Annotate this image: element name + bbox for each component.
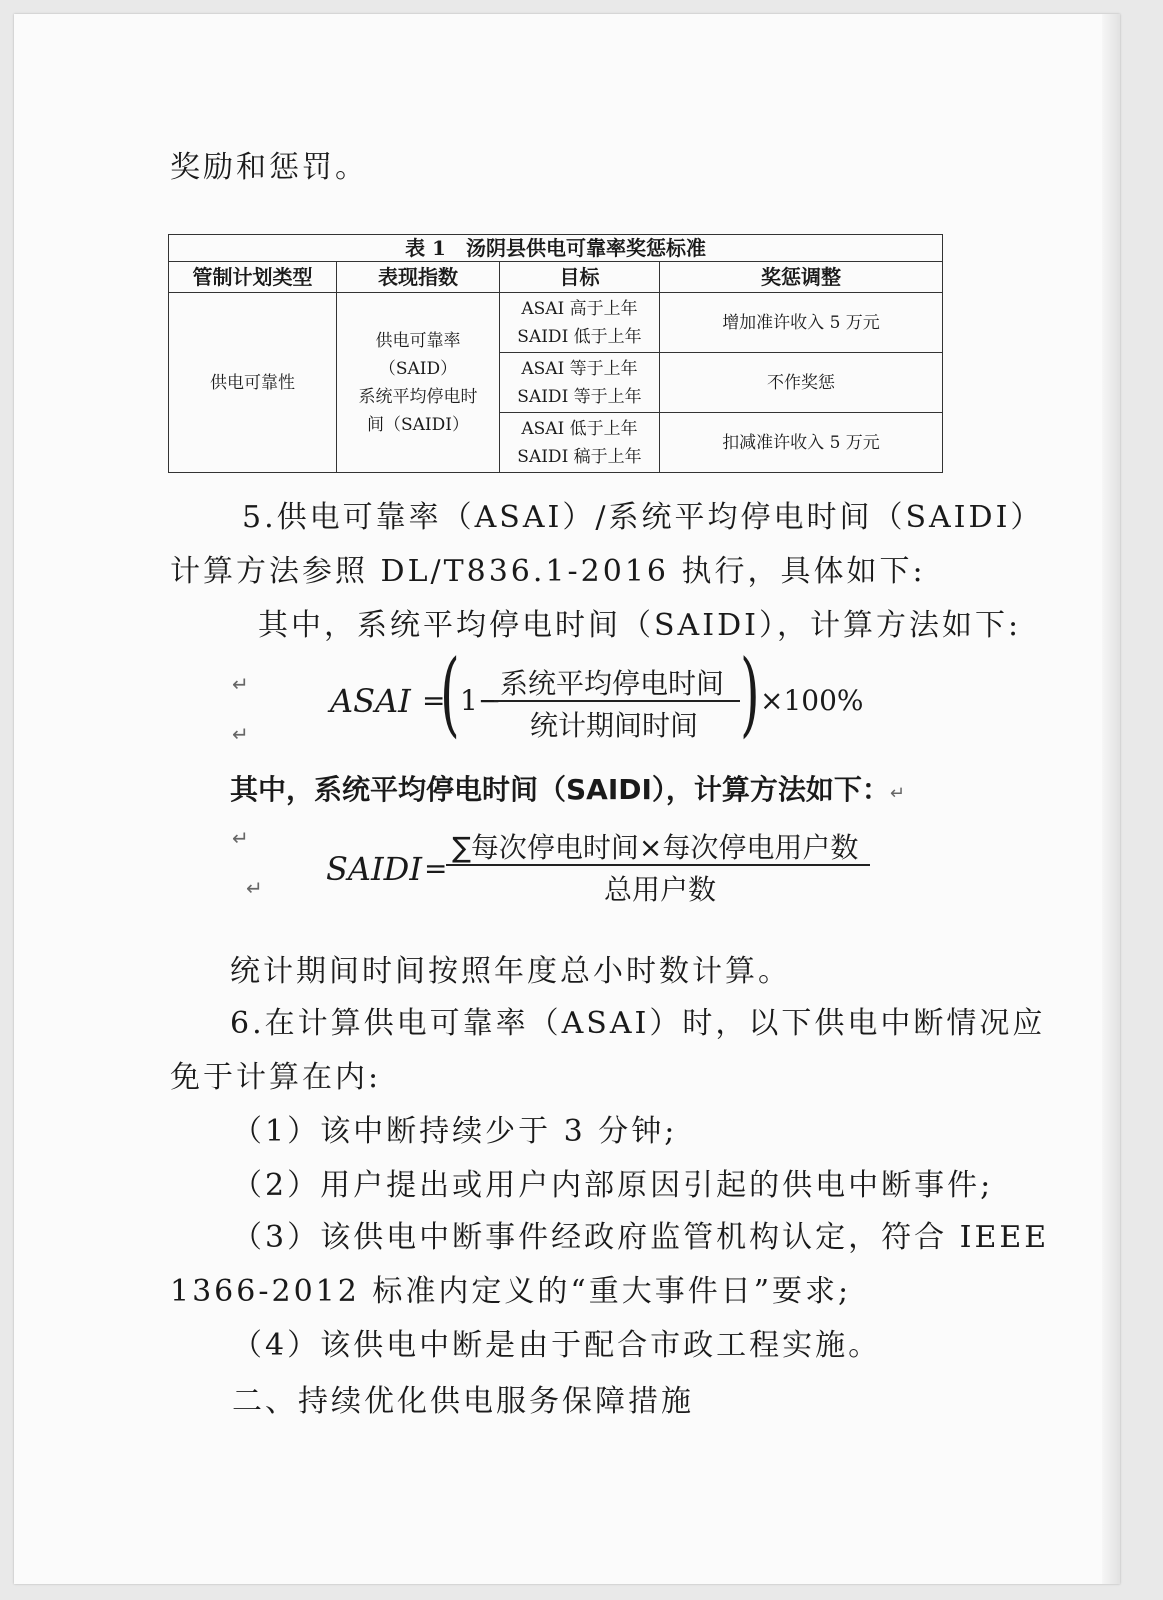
index-line: 供电可靠率 — [375, 330, 461, 351]
formula-asai-times: ×100% — [760, 684, 864, 717]
reward-table — [168, 234, 942, 473]
paragraph-6-line1: 6.在计算供电可靠率（ASAI）时，以下供电中断情况应 — [230, 1006, 1046, 1041]
target-line: SAIDI 低于上年 — [517, 326, 642, 347]
list-item-3-line2: 1366-2012 标准内定义的“重大事件日”要求; — [170, 1274, 852, 1309]
left-paren-icon: ( — [440, 640, 460, 747]
right-paren-icon: ) — [740, 640, 760, 747]
table-cell-adjust: 扣减准许收入 5 万元 — [660, 413, 943, 473]
formula-asai-eq: = — [422, 684, 446, 717]
formula-saidi-lhs: SAIDI — [326, 850, 422, 888]
return-mark-icon: ↵ — [889, 783, 906, 804]
table-header-target: 目标 — [500, 262, 660, 293]
return-mark-icon: ↵ — [232, 672, 249, 696]
section-heading-2: 二、持续优化供电服务保障措施 — [232, 1384, 694, 1419]
list-item-3-line1: （3）该供电中断事件经政府监管机构认定，符合 IEEE — [232, 1220, 1050, 1255]
paragraph-reward-punish: 奖励和惩罚。 — [170, 150, 368, 185]
list-item-4: （4）该供电中断是由于配合市政工程实施。 — [232, 1328, 882, 1363]
scan-edge-shadow — [1102, 14, 1120, 1584]
paragraph-5-line2: 计算方法参照 DL/T836.1-2016 执行，具体如下: — [170, 554, 926, 589]
formula-asai-lhs: ASAI — [330, 682, 411, 720]
formula-asai-one-minus: 1− — [460, 684, 502, 717]
paragraph-5-line3: 其中，系统平均停电时间（SAIDI），计算方法如下: — [258, 608, 1022, 643]
bold-saidi-heading — [230, 768, 905, 808]
target-line: SAIDI 稿于上年 — [517, 446, 642, 467]
table-header-adjust: 奖惩调整 — [660, 262, 943, 293]
table-cell-type: 供电可靠性 — [169, 293, 337, 473]
formula-asai-numerator: 系统平均停电时间 — [500, 667, 725, 700]
index-line: 间（SAIDI） — [367, 414, 469, 435]
return-mark-icon: ↵ — [232, 826, 249, 850]
table-header-index: 表现指数 — [337, 262, 500, 293]
table-caption: 表 1 汤阴县供电可靠率奖惩标准 — [169, 235, 943, 262]
list-item-1: （1）该中断持续少于 3 分钟; — [232, 1114, 678, 1149]
index-line: （SAID） — [378, 358, 458, 379]
formula-saidi-denominator: 总用户数 — [604, 873, 717, 906]
formula-asai-denominator: 统计期间时间 — [530, 709, 699, 742]
paragraph-5-line1: 5.供电可靠率（ASAI）/系统平均停电时间（SAIDI） — [242, 500, 1044, 535]
table-cell-target — [500, 353, 660, 413]
table-cell-adjust: 不作奖惩 — [660, 353, 943, 413]
bold-saidi-text: 其中，系统平均停电时间（SAIDI），计算方法如下： — [230, 773, 890, 806]
paragraph-6-line2: 免于计算在内: — [170, 1060, 382, 1095]
formula-saidi-numerator: ∑每次停电时间×每次停电用户数 — [452, 831, 859, 864]
target-line: SAIDI 等于上年 — [517, 386, 642, 407]
index-line: 系统平均停电时 — [358, 386, 478, 407]
table-cell-target — [500, 413, 660, 473]
target-line: ASAI 低于上年 — [521, 418, 638, 439]
fraction-bar — [446, 864, 870, 866]
table-header-type: 管制计划类型 — [169, 262, 337, 293]
return-mark-icon: ↵ — [246, 876, 263, 900]
list-item-2: （2）用户提出或用户内部原因引起的供电中断事件; — [232, 1168, 994, 1203]
target-line: ASAI 等于上年 — [521, 358, 638, 379]
formula-saidi-eq: = — [424, 852, 448, 885]
table-cell-index — [337, 293, 500, 473]
paragraph-stat-period: 统计期间时间按照年度总小时数计算。 — [230, 954, 791, 989]
fraction-bar — [494, 700, 740, 702]
table-cell-adjust: 增加准许收入 5 万元 — [660, 293, 943, 353]
target-line: ASAI 高于上年 — [521, 298, 638, 319]
return-mark-icon: ↵ — [232, 722, 249, 746]
table-cell-target — [500, 293, 660, 353]
